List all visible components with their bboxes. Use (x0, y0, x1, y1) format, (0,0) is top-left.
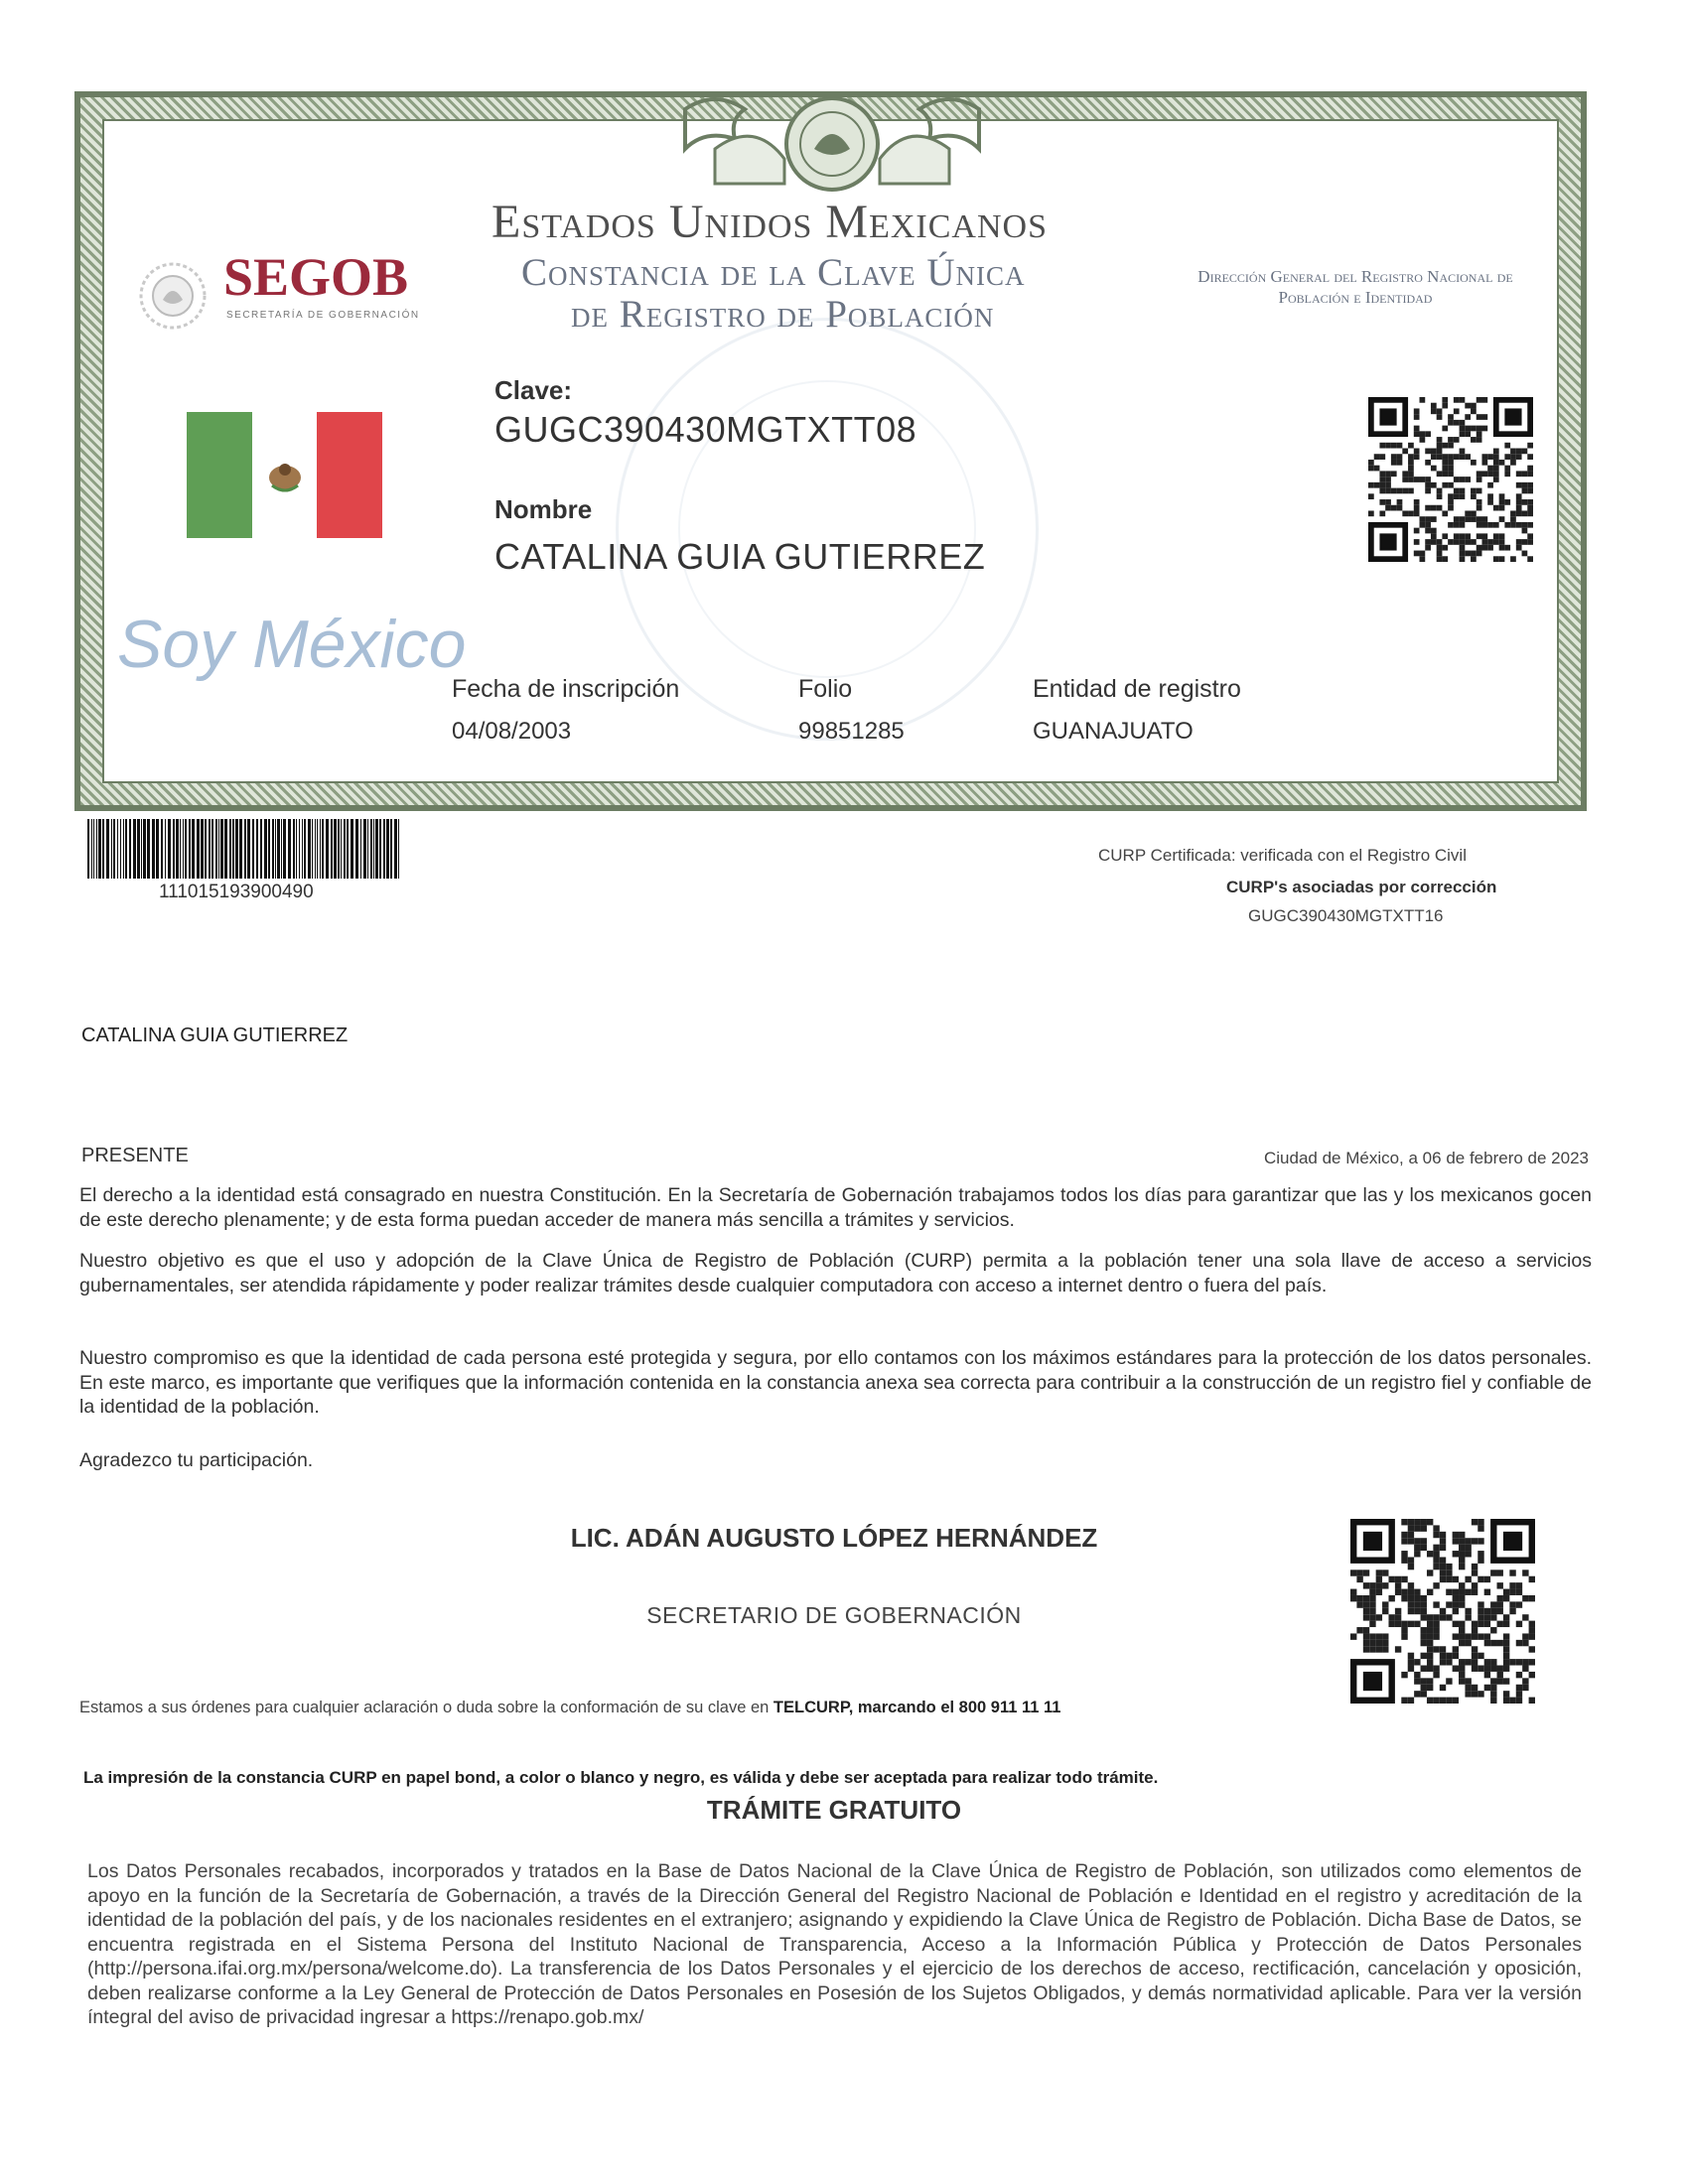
certificate-title-line-1: Constancia de la Clave Única (521, 251, 1026, 294)
agency-name: SEGOB (223, 247, 409, 307)
contact-phone: TELCURP, marcando el 800 911 11 11 (773, 1699, 1061, 1716)
curp-certified-status: CURP Certificada: verificada con el Registro Civil (1098, 846, 1467, 865)
national-crest-icon (675, 89, 989, 199)
letter-place-date: Ciudad de México, a 06 de febrero de 2023 (1263, 1149, 1589, 1167)
contact-line (79, 1699, 1060, 1717)
flag-green-stripe (187, 412, 252, 538)
contact-text: Estamos a sus órdenes para cualquier aclaración o duda sobre la conformación de su clave en (79, 1699, 770, 1716)
free-procedure-label: TRÁMITE GRATUITO (706, 1795, 962, 1825)
flag-red-stripe (317, 412, 382, 538)
privacy-notice: Los Datos Personales recabados, incorporados y tratados en la Base de Datos Nacional de la Clave Única de Registro de Población, son utilizados como elementos de apoyo en la función de la Secretaría de Gobernación, a través de la Dirección General del Registro Nacional de Población e Identidad en el registro y acreditación de la identidad de la población del país, y de los nacionales residentes en el extranjero; asignando y expidiendo la Clave Única de Registro de Población. Dicha Base de Datos, se encuentra registrada en el Sistema Persona del Instituto Nacional de Transparencia, Acceso a la Información Pública y Protección de Datos Personales (http://persona.ifai.org.mx/persona/welcome.do). La transferencia de los Datos Personales y el ejercicio de los derechos de acceso, rectificación, cancelación y oposición, deben realizarse conforme a la Ley General de Protección de Datos Personales en Posesión de los Sujetos Obligados, y demás normatividad aplicable. Para ver la versión íntegral del aviso de privacidad ingresar a https://renapo.gob.mx/ (87, 1860, 1582, 2028)
letter-thanks: Agradezco tu participación. (79, 1449, 314, 1471)
curp-associated-value: GUGC390430MGTXTT16 (1248, 906, 1444, 925)
validity-note: La impresión de la constancia CURP en papel bond, a color o blanco y negro, es válida y debe ser aceptada para realizar todo trámite. (83, 1768, 1159, 1787)
nombre-value: CATALINA GUIA GUTIERREZ (494, 536, 986, 577)
flag-white-stripe (252, 412, 318, 538)
letter-recipient: CATALINA GUIA GUTIERREZ (81, 1024, 349, 1046)
folio-value: 99851285 (798, 718, 905, 745)
qr-code-icon (1350, 1519, 1535, 1704)
curp-associated-label: CURP's asociadas por corrección (1226, 878, 1497, 896)
certificate-title-line-2: de Registro de Población (571, 293, 995, 336)
qr-code-icon (1368, 397, 1533, 562)
clave-label: Clave: (494, 375, 573, 405)
letter-salutation: PRESENTE (81, 1145, 189, 1166)
nombre-label: Nombre (494, 494, 593, 524)
signatory-name: LIC. ADÁN AUGUSTO LÓPEZ HERNÁNDEZ (570, 1523, 1098, 1553)
folio-label: Folio (798, 675, 853, 703)
mexico-flag-icon (187, 412, 382, 538)
entidad-value: GUANAJUATO (1033, 718, 1194, 745)
segob-seal-icon (137, 260, 209, 332)
entidad-label: Entidad de registro (1033, 675, 1241, 703)
letter-paragraph: El derecho a la identidad está consagrado en nuestra Constitución. En la Secretaría de Gobernación trabajamos todos los días para garantizar que las y los mexicanos gocen de este derecho plenamente; y de esta forma puedan acceder de manera más sencilla a trámites y servicios. (79, 1184, 1592, 1231)
fecha-value: 04/08/2003 (452, 718, 572, 745)
agency-subtitle: SECRETARÍA DE GOBERNACIÓN (226, 310, 420, 321)
department-name: Dirección General del Registro Nacional de Población e Identidad (1197, 267, 1513, 307)
eagle-emblem-icon (264, 456, 306, 495)
signatory-title: SECRETARIO DE GOBERNACIÓN (646, 1602, 1022, 1628)
fecha-label: Fecha de inscripción (452, 675, 680, 703)
clave-value: GUGC390430MGTXTT08 (494, 409, 917, 450)
slogan: Soy México (117, 607, 467, 682)
barcode-number: 111015193900490 (159, 882, 314, 902)
country-title: Estados Unidos Mexicanos (492, 196, 1048, 248)
letter-paragraph: Nuestro compromiso es que la identidad de cada persona esté protegida y segura, por ello contamos con los máximos estándares para la protección de los datos personales. En este marco, es importante que verifiques que la información contenida en la constancia anexa sea correcta para contribuir a la construcción de un registro fiel y confiable de la identidad de la población. (79, 1347, 1592, 1418)
barcode-icon (87, 819, 400, 879)
letter-paragraph: Nuestro objetivo es que el uso y adopción de la Clave Única de Registro de Población (CURP) permita a la población tener una sola llave de acceso a servicios gubernamentales, ser atendida rápidamente y poder realizar trámites desde cualquier computadora con acceso a internet dentro o fuera del país. (79, 1250, 1592, 1297)
